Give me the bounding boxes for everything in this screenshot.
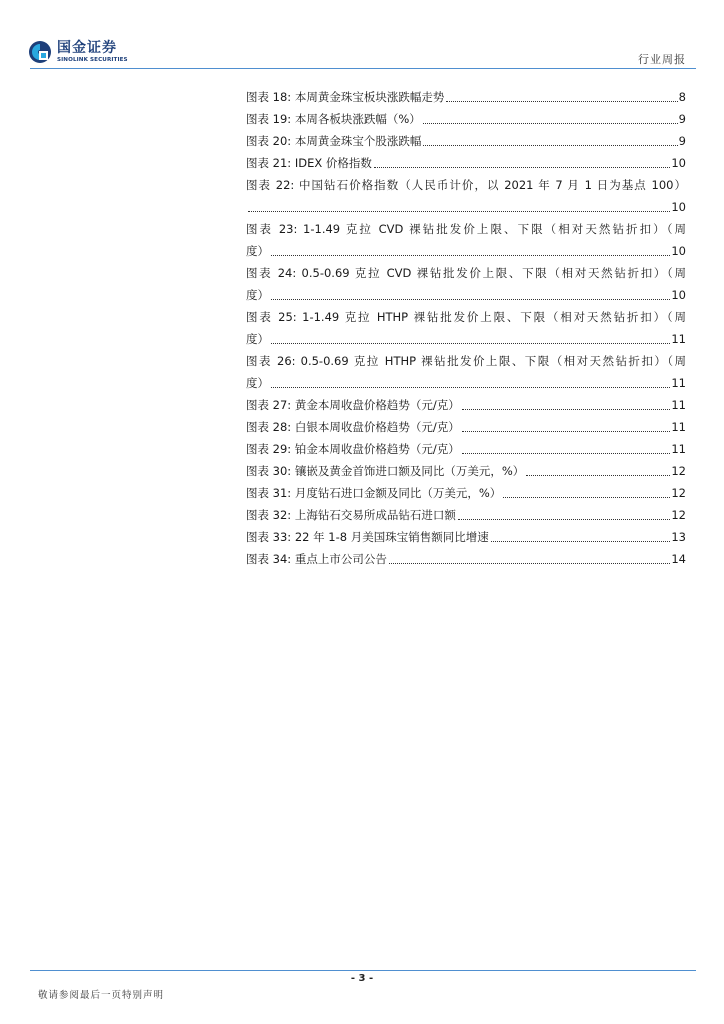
header-divider <box>30 68 696 69</box>
toc-entry[interactable] <box>246 350 686 394</box>
toc-entry[interactable] <box>246 526 686 548</box>
toc-entry-title: 图表 28: 白银本周收盘价格趋势（元/克） <box>246 420 460 434</box>
toc-entry-title: 图表 18: 本周黄金珠宝板块涨跌幅走势 <box>246 90 445 104</box>
toc-entry[interactable] <box>246 218 686 262</box>
toc-entry-title: 图表 22: 中国钻石价格指数（人民币计价，以 2021 年 7 月 1 日为基点 100） <box>246 178 686 192</box>
toc-entry[interactable] <box>246 174 686 218</box>
dot-leader <box>462 430 671 432</box>
toc-page-number: 9 <box>678 134 686 148</box>
toc-page-number: 13 <box>671 530 686 544</box>
dot-leader <box>423 122 678 124</box>
toc-entry[interactable] <box>246 482 686 504</box>
toc-page-number: 11 <box>671 398 686 412</box>
toc-entry-title-continued: 度） <box>246 244 269 258</box>
toc-page-number: 11 <box>671 376 686 390</box>
toc-page-number: 10 <box>671 288 686 302</box>
dot-leader <box>271 386 670 388</box>
toc-entry[interactable] <box>246 306 686 350</box>
sinolink-logo-icon <box>28 40 52 64</box>
dot-leader <box>271 298 670 300</box>
toc-entry-title: 图表 30: 镶嵌及黄金首饰进口额及同比（万美元，%） <box>246 464 525 478</box>
toc-page-number: 14 <box>671 552 686 566</box>
toc-entry[interactable] <box>246 262 686 306</box>
toc-entry-title: 图表 19: 本周各板块涨跌幅（%） <box>246 112 421 126</box>
dot-leader <box>374 166 670 168</box>
toc-page-number: 12 <box>671 464 686 478</box>
toc-entry[interactable] <box>246 108 686 130</box>
toc-page-number: 11 <box>671 332 686 346</box>
page-number: - 3 - <box>350 973 374 984</box>
toc-page-number: 10 <box>671 244 686 258</box>
toc-entry[interactable] <box>246 130 686 152</box>
dot-leader <box>458 518 671 520</box>
logo-english-name: SINOLINK SECURITIES <box>57 57 128 63</box>
toc-entry[interactable] <box>246 86 686 108</box>
dot-leader <box>446 100 677 102</box>
figure-list <box>246 86 686 570</box>
logo-chinese-name: 国金证券 <box>57 40 117 56</box>
toc-page-number: 10 <box>671 200 686 214</box>
dot-leader <box>271 342 670 344</box>
toc-entry-title: 图表 21: IDEX 价格指数 <box>246 156 372 170</box>
disclaimer-note: 敬请参阅最后一页特别声明 <box>38 990 165 1001</box>
toc-page-number: 12 <box>671 508 686 522</box>
dot-leader <box>526 474 670 476</box>
toc-entry-title: 图表 32: 上海钻石交易所成品钻石进口额 <box>246 508 456 522</box>
toc-page-number: 11 <box>671 442 686 456</box>
toc-entry-title: 图表 20: 本周黄金珠宝个股涨跌幅 <box>246 134 422 148</box>
toc-entry[interactable] <box>246 152 686 174</box>
toc-entry-title-continued: 度） <box>246 332 269 346</box>
dot-leader <box>271 254 670 256</box>
toc-entry[interactable] <box>246 504 686 526</box>
dot-leader <box>248 210 670 212</box>
toc-entry-title: 图表 23: 1-1.49 克拉 CVD 裸钻批发价上限、下限（相对天然钻折扣）（周 <box>246 222 686 236</box>
page-header <box>0 0 724 72</box>
dot-leader <box>462 408 671 410</box>
toc-page-number: 11 <box>671 420 686 434</box>
toc-entry-title-continued: 度） <box>246 288 269 302</box>
dot-leader <box>503 496 670 498</box>
dot-leader <box>462 452 671 454</box>
dot-leader <box>423 144 677 146</box>
toc-entry[interactable] <box>246 438 686 460</box>
toc-entry[interactable] <box>246 416 686 438</box>
report-type-label: 行业周报 <box>638 53 686 66</box>
dot-leader <box>491 540 671 542</box>
footer-divider <box>30 970 696 971</box>
toc-entry-title: 图表 25: 1-1.49 克拉 HTHP 裸钻批发价上限、下限（相对天然钻折扣）（周 <box>246 310 686 324</box>
dot-leader <box>389 562 671 564</box>
toc-entry-title: 图表 26: 0.5-0.69 克拉 HTHP 裸钻批发价上限、下限（相对天然钻折扣）（周 <box>246 354 686 368</box>
toc-entry-title: 图表 27: 黄金本周收盘价格趋势（元/克） <box>246 398 460 412</box>
company-logo <box>28 40 158 68</box>
toc-page-number: 12 <box>671 486 686 500</box>
toc-entry[interactable] <box>246 548 686 570</box>
toc-page-number: 9 <box>678 112 686 126</box>
toc-entry-title: 图表 24: 0.5-0.69 克拉 CVD 裸钻批发价上限、下限（相对天然钻折扣）（周 <box>246 266 686 280</box>
toc-page-number: 10 <box>671 156 686 170</box>
toc-entry-title: 图表 31: 月度钻石进口金额及同比（万美元，%） <box>246 486 502 500</box>
toc-entry[interactable] <box>246 460 686 482</box>
toc-entry-title: 图表 34: 重点上市公司公告 <box>246 552 387 566</box>
toc-entry-title-continued: 度） <box>246 376 269 390</box>
toc-page-number: 8 <box>678 90 686 104</box>
toc-entry-title: 图表 33: 22 年 1-8 月美国珠宝销售额同比增速 <box>246 530 489 544</box>
toc-entry-title: 图表 29: 铂金本周收盘价格趋势（元/克） <box>246 442 460 456</box>
toc-entry[interactable] <box>246 394 686 416</box>
